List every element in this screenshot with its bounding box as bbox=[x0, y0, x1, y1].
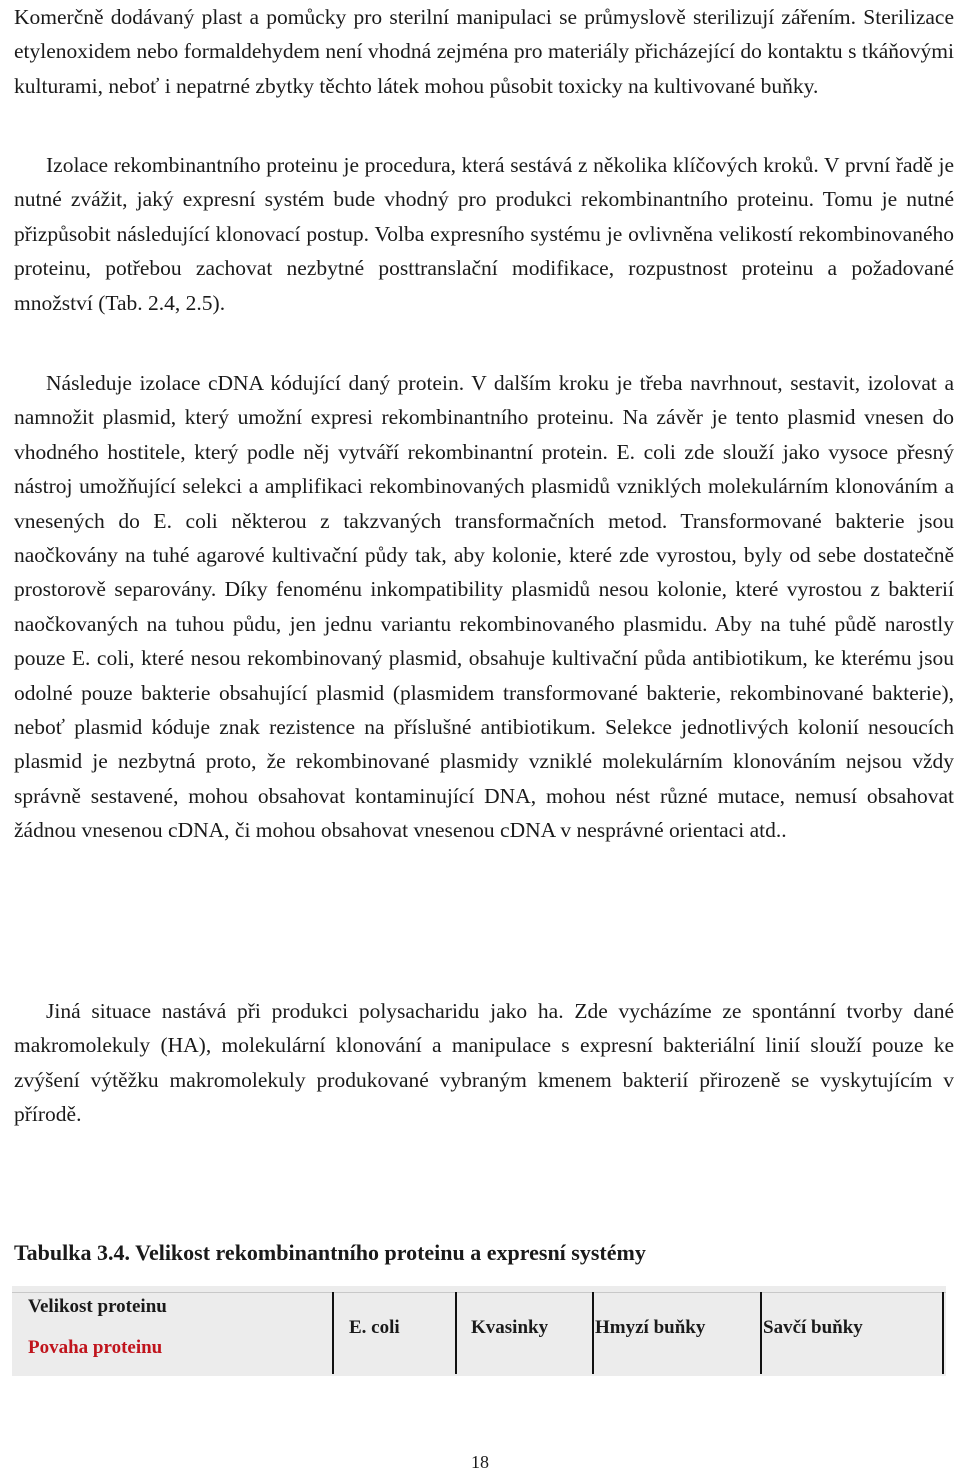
row-header-protein-nature: Povaha proteinu bbox=[28, 1337, 163, 1358]
column-header-mammalian-cells: Savčí buňky bbox=[763, 1317, 863, 1338]
column-header-yeast: Kvasinky bbox=[471, 1317, 549, 1338]
column-divider bbox=[592, 1292, 594, 1374]
paragraph-protein-isolation: Izolace rekombinantního proteinu je procedura, která sestává z několika klíčových kroků. V první řadě je nutné zvážit, jaký expresní systém bude vhodný pro produkci rekombinantního proteinu. Tomu je nutné přizpůsobit následující klonovací postup. Volba expresního systému je ovlivněna velikostí rekombinovaného proteinu, potřebou zachovat nezbytné posttranslační modifikace, rozpustnost proteinu a požadované množství (Tab. 2.4, 2.5). bbox=[14, 153, 954, 315]
page-number: 18 bbox=[471, 1452, 489, 1472]
paragraph-sterilization: Komerčně dodávaný plast a pomůcky pro sterilní manipulaci se průmyslově sterilizují zářením. Sterilizace etylenoxidem nebo formaldehydem není vhodná zejména pro materiály přicházející do kontaktu s tkáňovými kulturami, neboť i nepatrné zbytky těchto látek mohou působit toxicky na kultivované buňky. bbox=[14, 5, 954, 98]
paragraph-cdna-cloning: Následuje izolace cDNA kódující daný protein. V dalším kroku je třeba navrhnout, sestavit, izolovat a namnožit plasmid, který umožní expresi rekombinantního proteinu. Na závěr je tento plasmid vnesen do vhodného hostitele, který podle něj vytváří rekombinantní protein. E. coli zde slouží jako vysoce přesný nástroj umožňující selekci a amplifikaci rekombinovaných plasmidů vzniklých molekulárním klonováním a vnesených do E. coli některou z takzvaných transformačních metod. Transformované bakterie jsou naočkovány na tuhé agarové kultivační půdy tak, aby kolonie, které zde vyrostou, byly od sebe dostatečně prostorově separovány. Díky fenoménu inkompatibility plasmidů nesou kolonie, které vyrostou z bakterií naočkovaných na tuhou půdu, jen jednu variantu rekombinovaného plasmidu. Aby na tuhé půdě narostly pouze E. coli, které nesou rekombinovaný plasmid, obsahuje kultivační půda antibiotikum, ke kterému jsou odolné pouze bakterie obsahující plasmid (plasmidem transformované bakterie, rekombinované bakterie), neboť plasmid kóduje znak rezistence na příslušné antibiotikum. Selekce jednotlivých kolonií nesoucích plasmid je nezbytná proto, že rekombinované plasmidy vzniklé molekulárním klonováním nejsou vždy správně sestavené, mohou obsahovat kontaminující DNA, mohou nést různé mutace, nemusí obsahovat žádnou vnesenou cDNA, či mohou obsahovat vnesenou cDNA v nesprávné orientaci atd.. bbox=[14, 371, 954, 843]
column-divider bbox=[942, 1292, 944, 1374]
table-caption: Tabulka 3.4. Velikost rekombinantního proteinu a expresní systémy bbox=[14, 1240, 646, 1265]
expression-systems-table bbox=[12, 1286, 946, 1376]
column-divider bbox=[760, 1292, 762, 1374]
column-divider bbox=[455, 1292, 457, 1374]
paragraph-polysaccharide: Jiná situace nastává při produkci polysacharidu jako ha. Zde vycházíme ze spontánní tvorby dané makromolekuly (HA), molekulární klonování a manipulace s expresní bakteriální linií slouží pouze ke zvýšení výtěžku makromolekuly produkované vybraným kmenem bakterií přirozeně se vyskytujícím v přírodě. bbox=[14, 999, 954, 1127]
row-header-protein-size: Velikost proteinu bbox=[28, 1296, 167, 1317]
table-top-rule bbox=[12, 1292, 946, 1293]
column-divider bbox=[332, 1292, 334, 1374]
column-header-e-coli: E. coli bbox=[349, 1317, 400, 1338]
column-header-insect-cells: Hmyzí buňky bbox=[595, 1317, 706, 1338]
